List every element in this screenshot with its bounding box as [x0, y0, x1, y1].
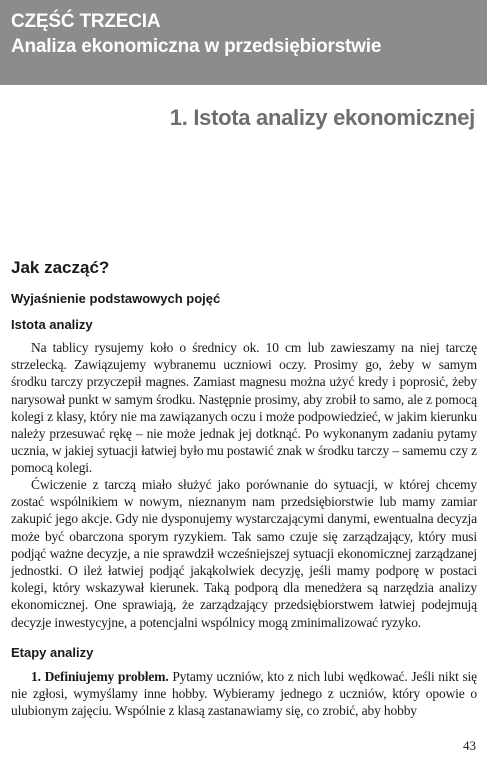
section-heading: Jak zacząć? — [11, 258, 110, 277]
step-1-text: Pytamy uczniów, kto z nich lubi wędkować. Jeśli nikt się nie zgłosi, wymyślamy inne hobby. Wybieramy jednego z uczniów, który opowie o ulubionym zajęciu. Wspólnie z klasą zastanawiamy się, co zrobić, aby hobby — [11, 669, 477, 719]
chapter-title: 1. Istota analizy ekonomicznej — [169, 105, 475, 130]
part-banner — [0, 0, 487, 85]
subheading-essence: Istota analizy — [11, 317, 93, 332]
paragraph-2: Ćwiczenie z tarczą miało służyć jako porównanie do sytuacji, w której chcemy zostać wspólnikiem w nowym, nieznanym nam przedsiębiorstwie lub mamy zamiar zakupić jego akcje. Gdy nie dysponujemy wystarczającymi danymi, ewentualna decyzja może być obarczona sporym ryzykiem. Tak samo czuje się zarządzający, który musi podjąć ważne decyzje, a nie sprawdził wcześniejszej sytuacji ekonomicznej zarządzanej jednostki. O ileż łatwiej podjąć jakąkolwiek decyzję, jeśli mamy podporę w postaci kolegi, który wskazywał kierunek. Taką podporą dla menedżera są narzędzia analizy ekonomicznej. One sprawiają, że zarządzający przedsiębiorstwem łatwiej podejmują decyzje inwestycyjne, a potencjalni wspólnicy mogą zminimalizować ryzyko. — [11, 477, 477, 630]
page-number: 43 — [463, 738, 476, 753]
subheading-definitions: Wyjaśnienie podstawowych pojęć — [11, 291, 221, 306]
paragraph-step-1 — [11, 668, 477, 720]
part-label: CZĘŚĆ TRZECIA — [11, 11, 161, 32]
subheading-stages: Etapy analizy — [11, 645, 94, 660]
paragraph-1: Na tablicy rysujemy koło o średnicy ok. 10 cm lub zawieszamy na niej tarczę strzelecką. Zawiązujemy wybranemu uczniowi oczy. Prosimy go, żeby w samym środku tarczy przyczepił magnes. Zamiast magnesu można użyć kredy i poprosić, żeby narysował punkt w samym środku. Następnie prosimy, aby zrobił to samo, ale z pomocą kolegi z klasy, który nie ma zawiązanych oczu i może podpowiedzieć, w jakim kierunku należy przesuwać rękę – nie może jednak jej dotknąć. Po wykonanym zadaniu pytamy ucznia, w jakiej sytuacji łatwiej było mu postawić znak w środku tarczy – samemu czy z pomocą kolegi. — [11, 340, 477, 476]
part-title: Analiza ekonomiczna w przedsiębiorstwie — [11, 36, 382, 57]
step-1-lead: 1. Definiujemy problem. — [31, 669, 169, 684]
